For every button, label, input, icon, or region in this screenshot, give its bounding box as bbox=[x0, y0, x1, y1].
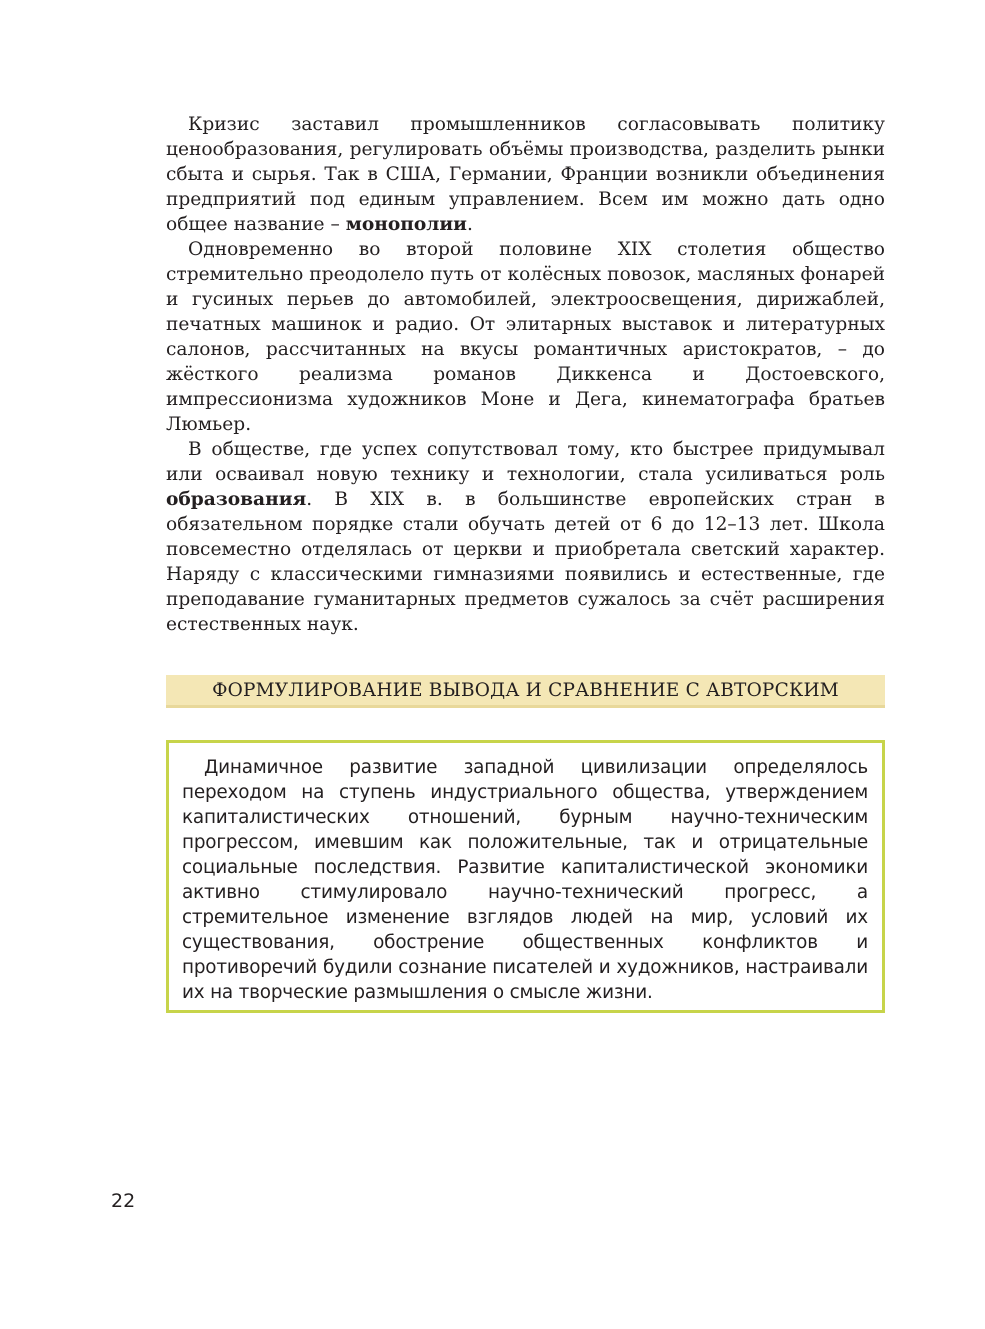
conclusion-text: Динамичное развитие западной цивилизации определялось переходом на ступень индустриального общества, утверждением капиталистических отношений, бурным научно-техническим прогрессом, имевшим как положительные, так и отрицательные социальные последствия. Развитие капиталистической экономики активно стимулировало научно-технический прогресс, а стремительное изменение взглядов людей на мир, условий их существования, обострение общественных конфликтов и противоречий будили сознание писателей и художников, настраивали их на творческие размышления о смысле жизни. bbox=[182, 757, 868, 1003]
term-monopolies: монополии bbox=[345, 214, 467, 235]
paragraph-progress bbox=[166, 237, 885, 437]
paragraph-text: Кризис заставил промышленников согласовывать политику ценообразования, регулировать объёмы производства, разделить рынки сбыта и сырья. Так в США, Германии, Франции возникли объединения предприятий под единым управлением. Всем им можно дать одно общее название – bbox=[166, 114, 885, 235]
paragraph-text: . bbox=[466, 214, 473, 235]
page-number: 22 bbox=[111, 1190, 136, 1212]
paragraph-text: В обществе, где успех сопутствовал тому, кто быстрее придумывал или осваивал новую технику и технологии, стала усиливаться роль bbox=[166, 439, 885, 485]
paragraph-education bbox=[166, 437, 885, 637]
main-text bbox=[166, 112, 885, 637]
paragraph-text: Одновременно во второй половине XIX столетия общество стремительно преодолело путь от колёсных повозок, масляных фонарей и гусиных перьев до автомобилей, электроосвещения, дирижаблей, печатных машинок и радио. От элитарных выставок и литературных салонов, рассчитанных на вкусы романтичных аристократов, – до жёсткого реализма романов Диккенса и Достоевского, импрессионизма художников Моне и Дега, кинематографа братьев Люмьер. bbox=[166, 239, 885, 435]
paragraph-monopolies bbox=[166, 112, 885, 237]
conclusion-box bbox=[166, 740, 885, 1013]
term-education: образования bbox=[166, 489, 307, 510]
paragraph-text: . В XIX в. в большинстве европейских стран в обязательном порядке стали обучать детей от 6 до 12–13 лет. Школа повсеместно отделялась от церкви и приобретала светский характер. Наряду с классическими гимназиями появились и естественные, где преподавание гуманитарных предметов сужалось за счёт расширения естественных наук. bbox=[166, 489, 885, 635]
section-heading: ФОРМУЛИРОВАНИЕ ВЫВОДА И СРАВНЕНИЕ С АВТОРСКИМ bbox=[166, 675, 885, 708]
